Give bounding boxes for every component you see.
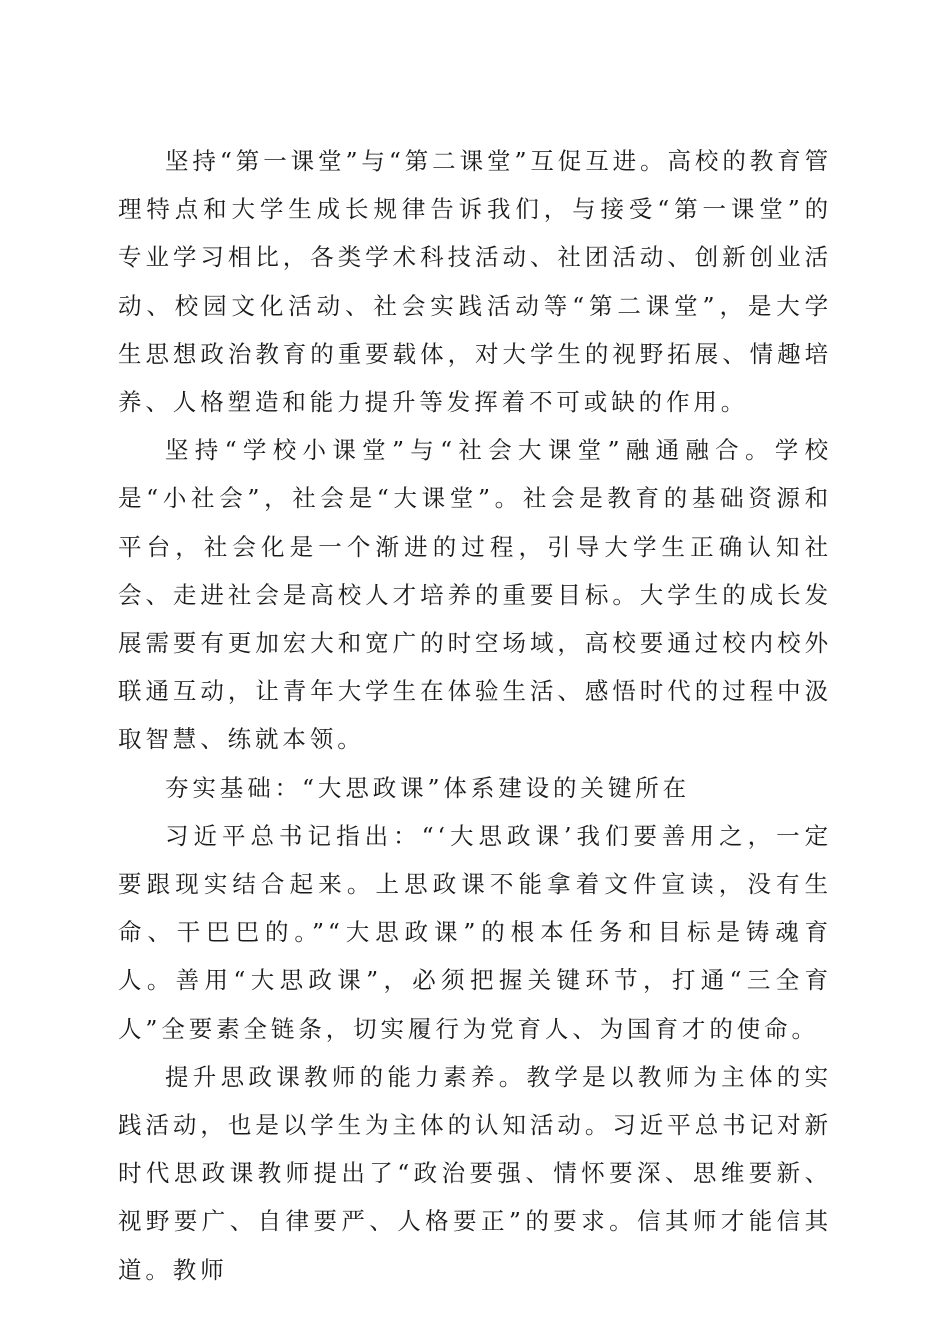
paragraph-teacher-quality: 提升思政课教师的能力素养。教学是以教师为主体的实践活动，也是以学生为主体的认知活动。习近平总书记对新时代思政课教师提出了“政治要强、情怀要深、思维要新、视野要广、自律要严、人格要正”的要求。信其师才能信其道。教师 <box>118 1062 832 1284</box>
paragraph-first-second-classroom: 坚持“第一课堂”与“第二课堂”互促互进。高校的教育管理特点和大学生成长规律告诉我们，与接受“第一课堂”的专业学习相比，各类学术科技活动、社团活动、创新创业活动、校园文化活动、社会实践活动等“第二课堂”，是大学生思想政治教育的重要载体，对大学生的视野拓展、情趣培养、人格塑造和能力提升等发挥着不可或缺的作用。 <box>118 147 832 417</box>
section-heading: 夯实基础：“大思政课”体系建设的关键所在 <box>165 773 691 802</box>
document-body <box>118 137 832 1294</box>
paragraph-xi-quote: 习近平总书记指出：“‘大思政课’我们要善用之，一定要跟现实结合起来。上思政课不能拿着文件宣读，没有生命、干巴巴的。”“大思政课”的根本任务和目标是铸魂育人。善用“大思政课”，必须把握关键环节，打通“三全育人”全要素全链条，切实履行为党育人、为国育才的使命。 <box>118 821 832 1043</box>
paragraph-school-society-classroom: 坚持“学校小课堂”与“社会大课堂”融通融合。学校是“小社会”，社会是“大课堂”。社会是教育的基础资源和平台，社会化是一个渐进的过程，引导大学生正确认知社会、走进社会是高校人才培养的重要目标。大学生的成长发展需要有更加宏大和宽广的时空场域，高校要通过校内校外联通互动，让青年大学生在体验生活、感悟时代的过程中汲取智慧、练就本领。 <box>118 436 832 754</box>
